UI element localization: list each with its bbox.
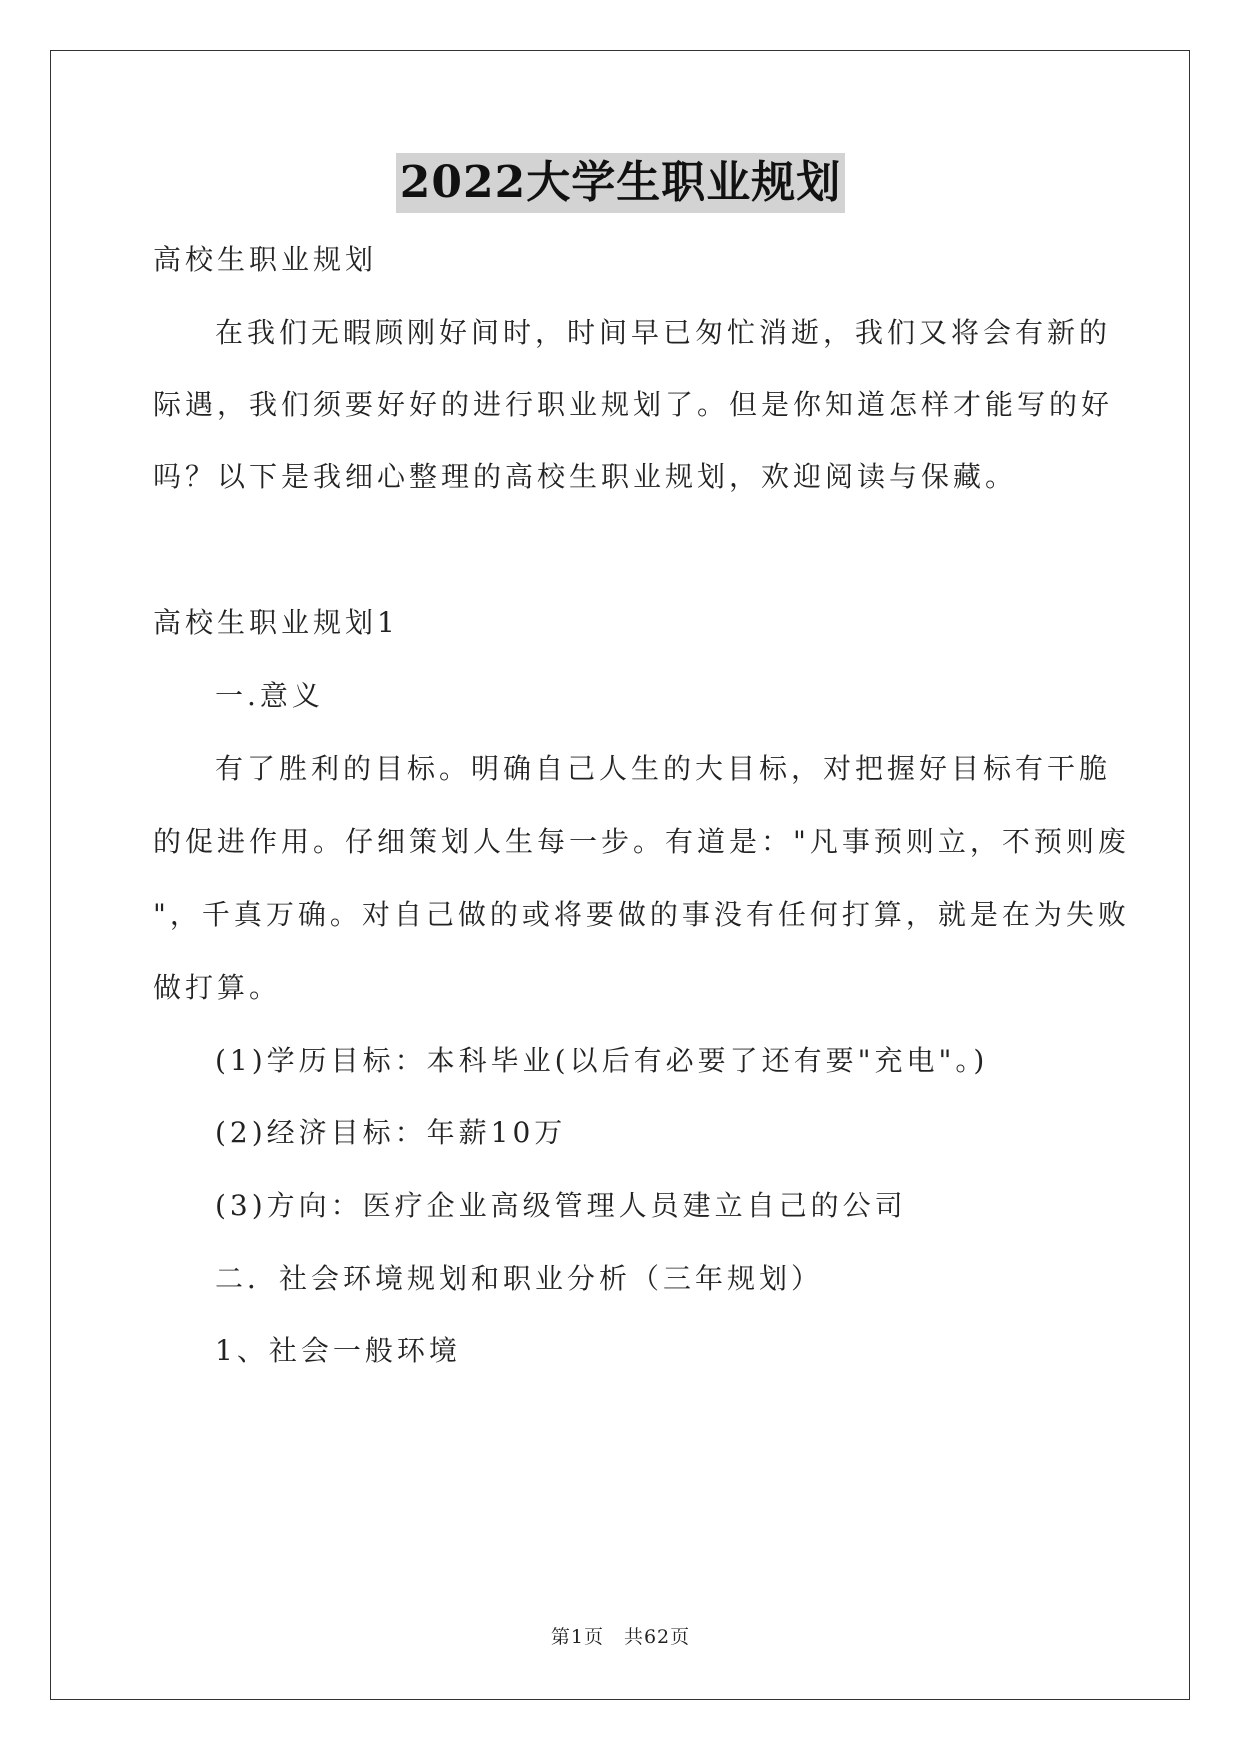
subsection-heading: 1、社会一般环境 xyxy=(215,1334,461,1367)
body-paragraph-line: 做打算。 xyxy=(153,971,282,1004)
page-border xyxy=(50,50,1190,1700)
section-heading: 高校生职业规划1 xyxy=(153,606,399,639)
goal-item: (1)学历目标：本科毕业(以后有必要了还有要"充电"。) xyxy=(215,1044,989,1077)
document-title: 2022大学生职业规划 xyxy=(396,153,845,213)
body-paragraph-line: "，千真万确。对自己做的或将要做的事没有任何打算，就是在为失败 xyxy=(153,898,1130,931)
subsection-heading: 二．社会环境规划和职业分析（三年规划） xyxy=(215,1262,824,1295)
goal-item: (2)经济目标：年薪10万 xyxy=(215,1116,567,1149)
intro-paragraph-line: 际遇，我们须要好好的进行职业规划了。但是你知道怎样才能写的好 xyxy=(153,388,1114,421)
section-heading: 高校生职业规划 xyxy=(153,243,378,276)
subsection-heading: 一.意义 xyxy=(215,679,324,712)
goal-item: (3)方向：医疗企业高级管理人员建立自己的公司 xyxy=(215,1189,907,1222)
page-footer: 第1页 共62页 xyxy=(550,1626,691,1648)
intro-paragraph-line: 吗？以下是我细心整理的高校生职业规划，欢迎阅读与保藏。 xyxy=(153,460,1018,493)
body-paragraph-line: 的促进作用。仔细策划人生每一步。有道是："凡事预则立，不预则废 xyxy=(153,825,1130,858)
title-container xyxy=(0,153,1241,213)
intro-paragraph-line: 在我们无暇顾刚好间时，时间早已匆忙消逝，我们又将会有新的 xyxy=(215,316,1112,349)
body-paragraph-line: 有了胜利的目标。明确自己人生的大目标，对把握好目标有干脆 xyxy=(215,752,1112,785)
